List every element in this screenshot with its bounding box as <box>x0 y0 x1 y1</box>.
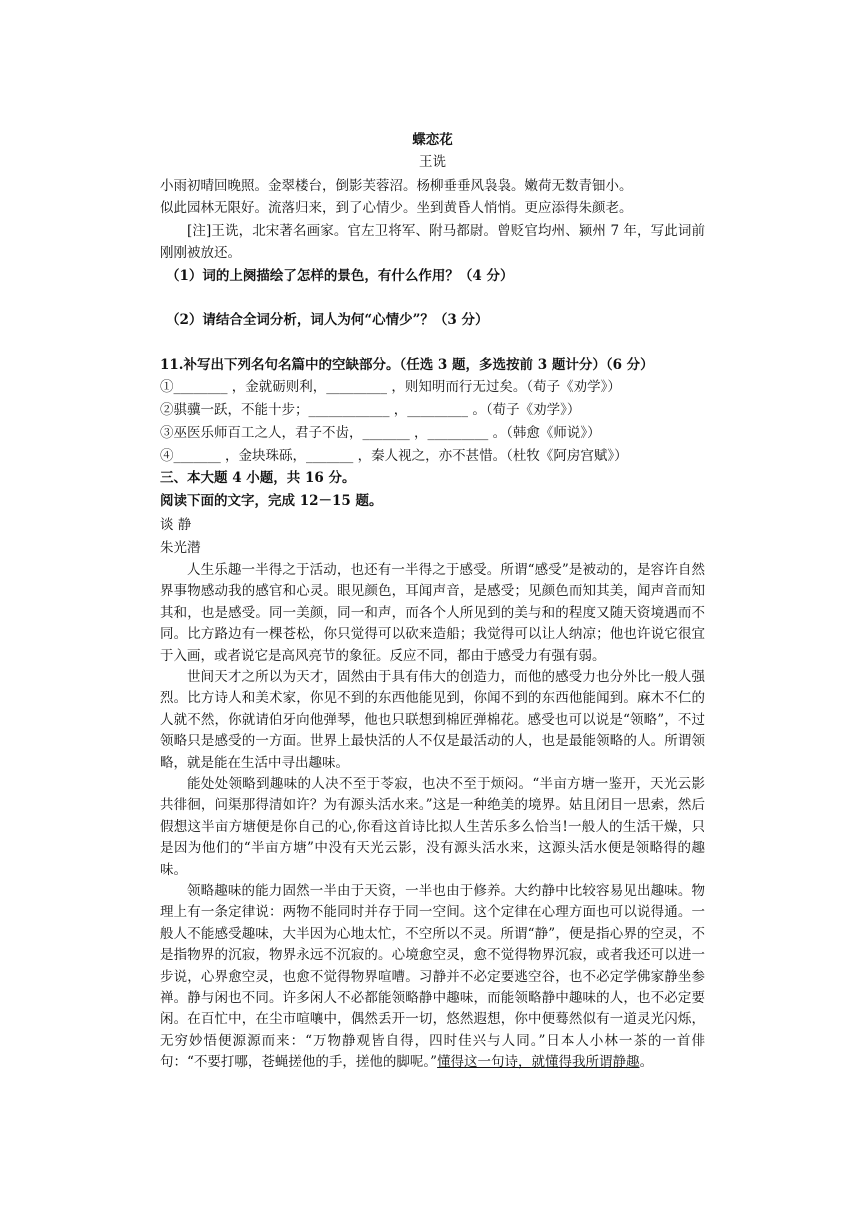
q11-item-4: ④_______ ，金块珠砾，_______ ，秦人视之，亦不甚惜。（杜牧《阿房宫赋》） <box>160 448 628 464</box>
poem-title: 蝶恋花 <box>412 132 453 148</box>
q11-heading: 11.补写出下列名句名篇中的空缺部分。（任选 3 题，多选按前 3 题计分）（6 分） <box>160 357 654 373</box>
question-2: （2）请结合全词分析，词人为何“心情少”？（3 分） <box>166 312 489 328</box>
essay-underlined-sentence: 懂得这一句诗，就懂得我所谓静趣 <box>437 1054 640 1071</box>
question-1: （1）词的上阕描绘了怎样的景色，有什么作用？（4 分） <box>166 268 514 284</box>
poem-line-2: 似此园林无限好。流落归来，到了心情少。坐到黄昏人悄悄。更应添得朱颜老。 <box>160 200 633 216</box>
essay-title: 谈 静 <box>160 517 192 533</box>
poem-author: 王诜 <box>419 154 446 170</box>
essay-paragraph-4: 领略趣味的能力固然一半由于天资，一半也由于修养。大约静中比较容易见出趣味。物理上有一条定律说：两物不能同时并存于同一空间。这个定律在心理方面也可以说得通。一般人不能感受趣味，大半因为心地太忙，不空所以不灵。所谓“静”，便是指心界的空灵，不是指物界的沉寂，物界永远不沉寂的。心境愈空灵，愈不觉得物界沉寂，或者我还可以进一步说，心界愈空灵，也愈不觉得物界喧嘈。习静并不必定要逃空谷，也不必定学佛家静坐参禅。静与闲也不同。许多闲人不必都能领略静中趣味，而能领略静中趣味的人，也不必定要闲。在百忙中，在尘市喧嚷中，偶然丢开一切，悠然遐想，你中便蓦然似有一道灵光闪烁，无穷妙悟便源源而来：“万物静观皆自得，四时佳兴与人同。”日本人小林一茶的一首俳句：“不要打哪，苍蝇搓他的手，搓他的脚呢。”懂得这一句诗，就懂得我所谓静趣。 <box>160 883 705 1071</box>
poem-line-1: 小雨初晴回晚照。金翠楼台，倒影芙蓉沼。杨柳垂垂风袅袅。嫩荷无数青钿小。 <box>160 178 633 194</box>
essay-paragraph-1: 人生乐趣一半得之于活动，也还有一半得之于感受。所谓“感受”是被动的，是容许自然界事物感动我的感官和心灵。眼见颜色，耳闻声音，是感受；见颜色而知其美，闻声音而知其和，也是感受。同一美颜，同一和声，而各个人所见到的美与和的程度又随天资境遇而不同。比方路边有一棵苍松，你只觉得可以砍来造船；我觉得可以让人纳凉；他也许说它很宜于入画，或者说它是高风亮节的象征。反应不同，都由于感受力有强有弱。 <box>160 562 705 664</box>
section-3-heading: 三、本大题 4 小题，共 16 分。 <box>160 470 356 486</box>
essay-paragraph-3: 能处处领略到趣味的人决不至于苓寂，也决不至于烦闷。“半亩方塘一鉴开，天光云影共徘徊，问渠那得清如许？为有源头活水来。”这是一种绝美的境界。姑且闭目一思索，然后假想这半亩方塘便是你自己的心,你看这首诗比拟人生苦乐多么恰当!一般人的生活干燥，只是因为他们的“半亩方塘”中没有天光云影，没有源头活水来，这源头活水便是领略得的趣味。 <box>160 776 705 878</box>
essay-paragraph-2: 世间天才之所以为天才，固然由于具有伟大的创造力，而他的感受力也分外比一般人强烈。比方诗人和美术家，你见不到的东西他能见到，你闻不到的东西他能闻到。麻木不仁的人就不然，你就请伯牙向他弹琴，他也只联想到棉匠弹棉花。感受也可以说是“领略”，不过领略只是感受的一方面。世界上最快活的人不仅是最活动的人，也是最能领略的人。所谓领略，就是能在生活中寻出趣味。 <box>160 669 705 771</box>
essay-author: 朱光潜 <box>160 540 201 556</box>
q11-item-2: ②骐骥一跃，不能十步；____________ ，_________ 。（荀子《劝学》） <box>160 402 581 418</box>
section-3-instruction: 阅读下面的文字，完成 12－15 题。 <box>160 493 383 509</box>
q11-item-1: ①________ ，金就砺则利，_________ ，则知明而行无过矣。（荀子《劝学》） <box>160 379 621 395</box>
essay-paragraph-4-text: 领略趣味的能力固然一半由于天资，一半也由于修养。大约静中比较容易见出趣味。物理上有一条定律说：两物不能同时并存于同一空间。这个定律在心理方面也可以说得通。一般人不能感受趣味，大半因为心地太忙，不空所以不灵。所谓“静”，便是指心界的空灵，不是指物界的沉寂，物界永远不沉寂的。心境愈空灵，愈不觉得物界沉寂，或者我还可以进一步说，心界愈空灵，也愈不觉得物界喧嘈。习静并不必定要逃空谷，也不必定学佛家静坐参禅。静与闲也不同。许多闲人不必都能领略静中趣味，而能领略静中趣味的人，也不必定要闲。在百忙中，在尘市喧嚷中，偶然丢开一切，悠然遐想，你中便蓦然似有一道灵光闪烁，无穷妙悟便源源而来：“万物静观皆自得，四时佳兴与人同。”日本人小林一茶的一首俳句：“不要打哪，苍蝇搓他的手，搓他的脚呢。” <box>160 883 705 1071</box>
q11-item-3: ③巫医乐师百工之人，君子不齿，_______ ，_________ 。（韩愈《师说》） <box>160 425 601 441</box>
poem-note: [注]王诜，北宋著名画家。官左卫将军、附马都尉。曾贬官均州、颍州 7 年，写此词前刚刚被放还。 <box>160 223 705 261</box>
